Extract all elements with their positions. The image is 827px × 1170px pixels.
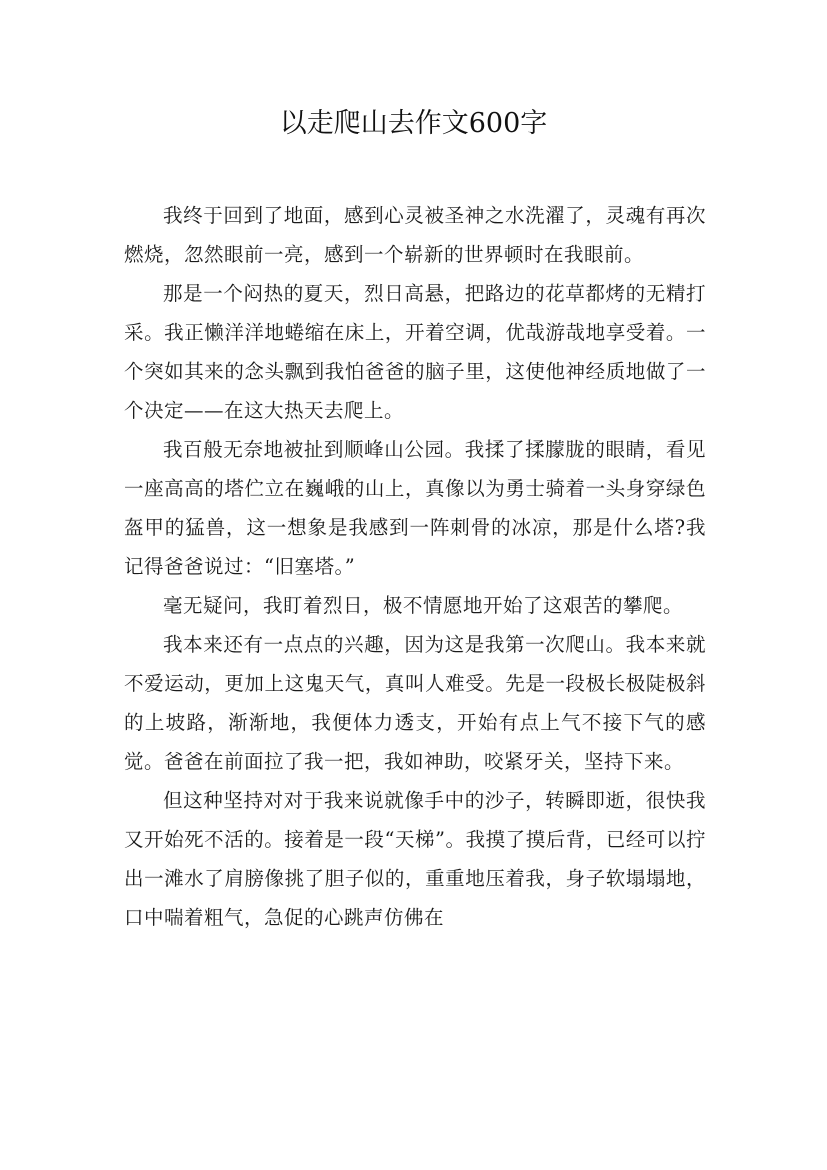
document-body bbox=[124, 196, 706, 937]
paragraph-6: 但这种坚持对对于我来说就像手中的沙子，转瞬即逝，很快我又开始死不活的。接着是一段“天梯”。我摸了摸后背，已经可以拧出一滩水了肩膀像挑了胆子似的，重重地压着我，身子软塌塌地，口中喘着粗气，急促的心跳声仿佛在 bbox=[124, 789, 706, 929]
paragraph-5: 我本来还有一点点的兴趣，因为这是我第一次爬山。我本来就不爱运动，更加上这鬼天气，真叫人难受。先是一段极长极陡极斜的上坡路，渐渐地，我便体力透支，开始有点上气不接下气的感觉。爸爸在前面拉了我一把，我如神助，咬紧牙关，坚持下来。 bbox=[124, 633, 706, 773]
paragraph-1: 我终于回到了地面，感到心灵被圣神之水洗濯了，灵魂有再次燃烧，忽然眼前一亮，感到一个崭新的世界顿时在我眼前。 bbox=[124, 204, 706, 266]
paragraph-3: 我百般无奈地被扯到顺峰山公园。我揉了揉朦胧的眼睛，看见一座高高的塔伫立在巍峨的山上，真像以为勇士骑着一头身穿绿色盔甲的猛兽，这一想象是我感到一阵刺骨的冰凉，那是什么塔?我记得爸爸说过：“旧塞塔。” bbox=[124, 438, 706, 578]
paragraph-2: 那是一个闷热的夏天，烈日高悬，把路边的花草都烤的无精打采。我正懒洋洋地蜷缩在床上，开着空调，优哉游哉地享受着。一个突如其来的念头飘到我怕爸爸的脑子里，这使他神经质地做了一个决定——在这大热天去爬上。 bbox=[124, 282, 706, 422]
document-title: 以走爬山去作文600字 bbox=[279, 108, 548, 139]
paragraph-4: 毫无疑问，我盯着烈日，极不情愿地开始了这艰苦的攀爬。 bbox=[163, 594, 684, 617]
